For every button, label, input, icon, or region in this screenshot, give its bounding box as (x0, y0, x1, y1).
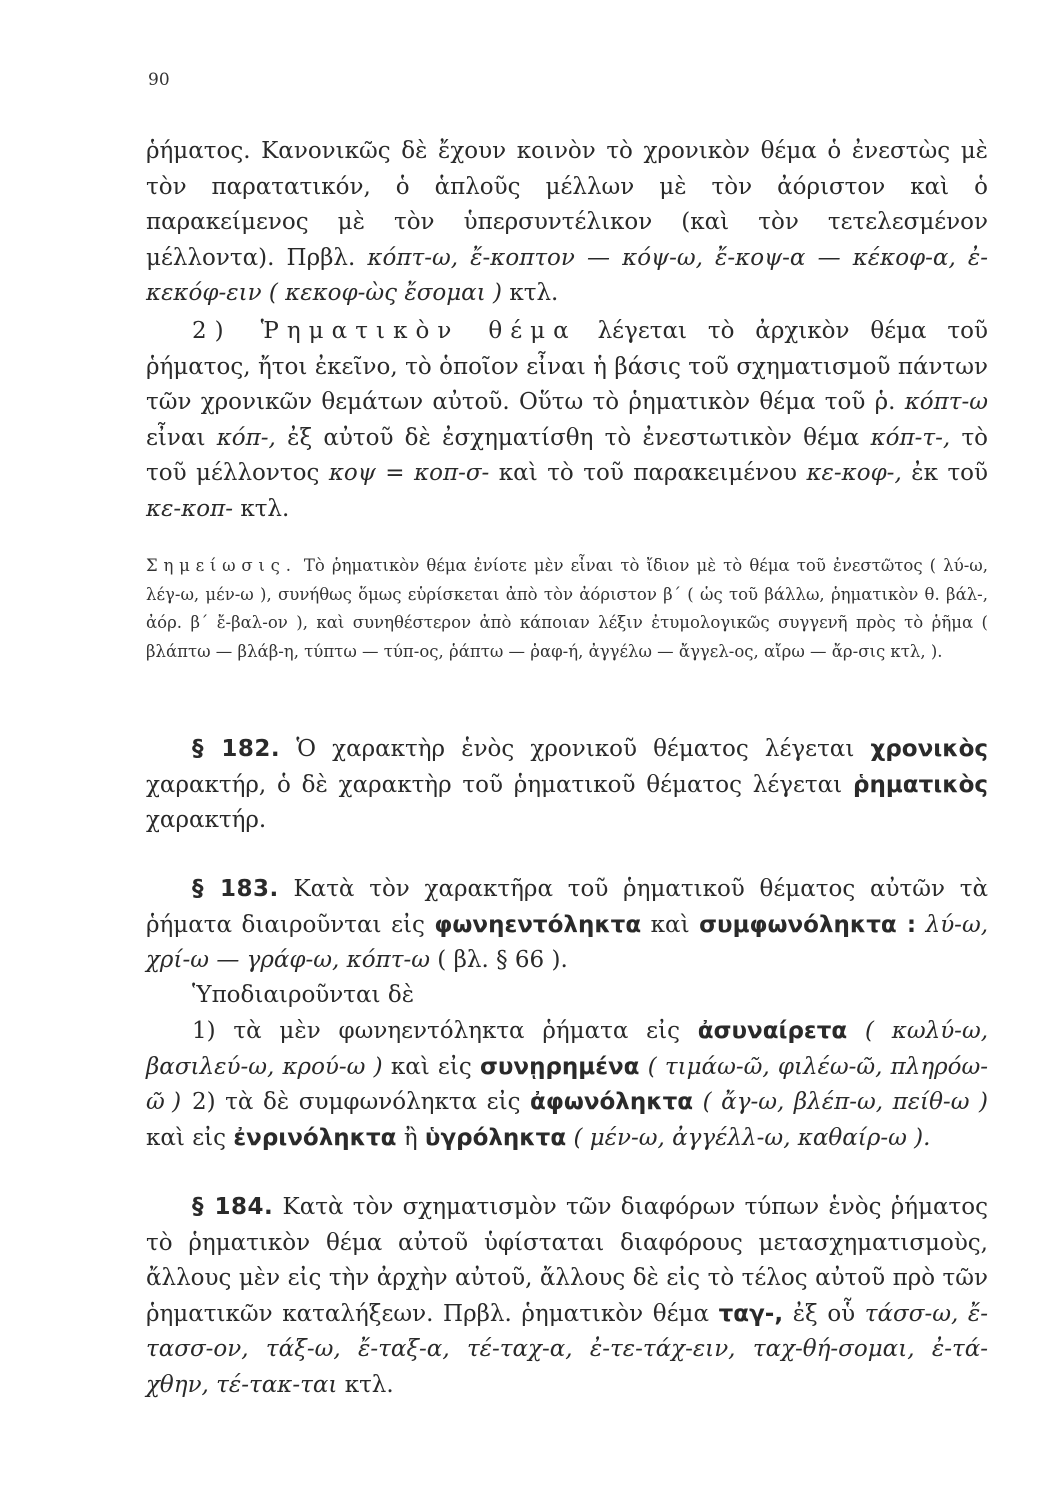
section-182-number: § 182. (192, 736, 281, 762)
section-183-number: § 183. (192, 876, 279, 902)
s183-sub-intro-text: Ὑποδιαιροῦνται δὲ (192, 982, 415, 1008)
p2-ex4: κοψ = κοπ-σ- (328, 460, 490, 486)
s183-item2-e1: ( ἄγ-ω, βλέπ-ω, πείθ-ω ) (702, 1089, 989, 1115)
s183-item1-b2: συνῃρημένα (479, 1053, 640, 1080)
s182-bold2: ῥηματικὸς (853, 771, 989, 798)
s183-item2-d: ἢ (403, 1124, 418, 1151)
s183-text-a: Κατὰ τὸν χαρακτῆρα τοῦ ῥηματικοῦ θέματος αὐτῶν τὰ ῥήματα διαιροῦνται εἰς (146, 876, 988, 938)
s183-item2-c: καὶ εἰς (146, 1124, 227, 1151)
p2-text-b: εἶναι (146, 424, 206, 451)
s182-text-b: χαρακτήρ, ὁ δὲ χαρακτὴρ τοῦ ῥηματικοῦ θέματος λέγεται (146, 771, 843, 798)
s184-text-b: ἐξ οὗ (792, 1300, 856, 1327)
section-182 (146, 732, 988, 839)
p2-label: 2) Ῥηματικὸν θέμα (192, 318, 577, 344)
p1-examples: κόπτ-ω, ἔ-κοπτον — κόψ-ω, ἔ-κοψ-α — κέκοφ-α, ἐ-κεκόφ-ειν ( κεκοφ-ὼς ἔσομαι ) (146, 244, 989, 306)
section-183 (146, 872, 988, 979)
s183-item1-b1: ἀσυναίρετα (697, 1018, 848, 1044)
s183-item1-a: 1) τὰ μὲν φωνηεντόληκτα ῥήματα εἰς (192, 1018, 680, 1044)
s183-text-c: ( βλ. § 66 ). (437, 947, 568, 973)
p2-ex2: κόπ-, (216, 424, 276, 451)
s183-bold1: φωνηεντόληκτα (434, 911, 642, 938)
s183-item1-e2: ( τιμάω-ῶ, φιλέω-ῶ, πληρόω-ῶ ) (146, 1053, 989, 1115)
p2-text-f: ἐκ τοῦ (911, 460, 989, 486)
s183-item2-b1: ἀφωνόληκτα (530, 1089, 694, 1115)
s183-text-b: καὶ (650, 911, 690, 938)
s183-sub-intro (146, 978, 988, 1014)
p2-text-d: τὸ τοῦ μέλλοντος (146, 424, 989, 486)
s183-ex1: λύ-ω, χρί-ω — γράφ-ω, κόπτ-ω (146, 911, 989, 973)
p2-ex6: κε-κοπ- (146, 495, 234, 522)
s183-bold2: συμφωνόληκτα : (699, 911, 917, 938)
s183-item1-c: καὶ εἰς (390, 1053, 472, 1080)
s184-text-c: κτλ. (344, 1371, 394, 1398)
s183-item-2 (146, 1085, 988, 1156)
page-number: 90 (148, 70, 170, 90)
note-label: Σημείωσις. (146, 556, 297, 575)
s184-text-a: Κατὰ τὸν σχηματισμὸν τῶν διαφόρων τύπων ἑνὸς ῥήματος τὸ ῥηματικὸν θέμα αὐτοῦ ὑφίσταται διαφόρους μετασχηματισμοὺς, ἄλλους μὲν εἰς τὴν ἀρχὴν αὐτοῦ, ἄλλους δὲ εἰς τὸ τέλος αὐτοῦ πρὸ τῶν ῥηματικῶν καταλήξεων. Πρβλ. ῥηματικὸν θέμα (146, 1194, 989, 1327)
p1-text-b: κτλ. (509, 280, 559, 306)
p2-ex5: κε-κοφ-, (806, 460, 902, 486)
p2-ex1: κόπτ-ω (904, 389, 988, 415)
paragraph-2 (146, 314, 988, 527)
p2-text-a: λέγεται τὸ ἀρχικὸν θέμα τοῦ ῥήματος, ἤτοι ἐκεῖνο, τὸ ὁποῖον εἶναι ἡ βάσις τοῦ σχηματισμοῦ πάντων τῶν χρονικῶν θεμάτων αὐτοῦ. Οὕτω τὸ ῥηματικὸν θέμα τοῦ ῥ. (146, 318, 988, 415)
s183-item2-e2: ( μέν-ω, ἀγγέλλ-ω, καθαίρ-ω ). (573, 1124, 931, 1151)
p2-ex3: κόπ-τ-, (870, 424, 951, 451)
section-184 (146, 1190, 988, 1403)
note-paragraph (146, 552, 988, 666)
s182-bold1: χρονικὸς (870, 736, 989, 762)
s183-item2-b2: ἐνρινόληκτα (233, 1124, 397, 1151)
note-text: Τὸ ῥηματικὸν θέμα ἐνίοτε μὲν εἶναι τὸ ἴδιον μὲ τὸ θέμα τοῦ ἐνεστῶτος ( λύ-ω, λέγ-ω, μέν-ω ), συνήθως ὅμως εὑρίσκεται ἀπὸ τὸν ἀόριστον β΄ ( ὡς τοῦ βάλλω, ῥηματικὸν θ. βάλ-, ἀόρ. β΄ ἔ-βαλ-ον ), καὶ συνηθέστερον ἀπὸ κάποιαν λέξιν ἐτυμολογικῶς συγγενῆ πρὸς τὸ ῥῆμα ( βλάπτω — βλάβ-η, τύπτω — τύπ-ος, ῥάπτω — ῥαφ-ή, ἀγγέλω — ἄγγελ-ος, αἴρω — ἄρ-σις κτλ, ). (146, 556, 988, 661)
p1-text-a: ῥήματος. Κανονικῶς δὲ ἔχουν κοινὸν τὸ χρονικὸν θέμα ὁ ἐνεστὼς μὲ τὸν παρατατικόν, ὁ ἁπλοῦς μέλλων μὲ τὸν ἀόριστον καὶ ὁ παρακείμενος μὲ τὸν ὑπερσυντέλικον (καὶ τὸν τετελεσμένον μέλλοντα). Πρβλ. (146, 138, 988, 271)
s183-item2-a: 2) τὰ δὲ συμφωνόληκτα εἰς (192, 1089, 521, 1115)
s183-item2-b3: ὑγρόληκτα (424, 1124, 567, 1151)
section-184-number: § 184. (192, 1194, 274, 1220)
paragraph-1 (146, 134, 988, 312)
s182-text-a: Ὁ χαρακτὴρ ἑνὸς χρονικοῦ θέματος λέγεται (296, 736, 855, 762)
s183-item1-e1: ( κωλύ-ω, βασιλεύ-ω, κρού-ω ) (146, 1018, 989, 1080)
p2-text-c: ἐξ αὐτοῦ δὲ ἐσχηματίσθη τὸ ἐνεστωτικὸν θέμα (287, 424, 860, 451)
s182-text-c: χαρακτήρ. (146, 807, 267, 833)
s184-ex1: τάσσ-ω, ἔ-τασσ-ον, τάξ-ω, ἔ-ταξ-α, τέ-ταχ-α, ἐ-τε-τάχ-ειν, ταχ-θή-σομαι, ἐ-τά-χθην, τέ-τακ-ται (146, 1300, 989, 1398)
p2-text-g: κτλ. (240, 495, 290, 522)
s184-bold1: ταγ-, (718, 1300, 784, 1327)
p2-text-e: καὶ τὸ τοῦ παρακειμένου (498, 460, 797, 486)
